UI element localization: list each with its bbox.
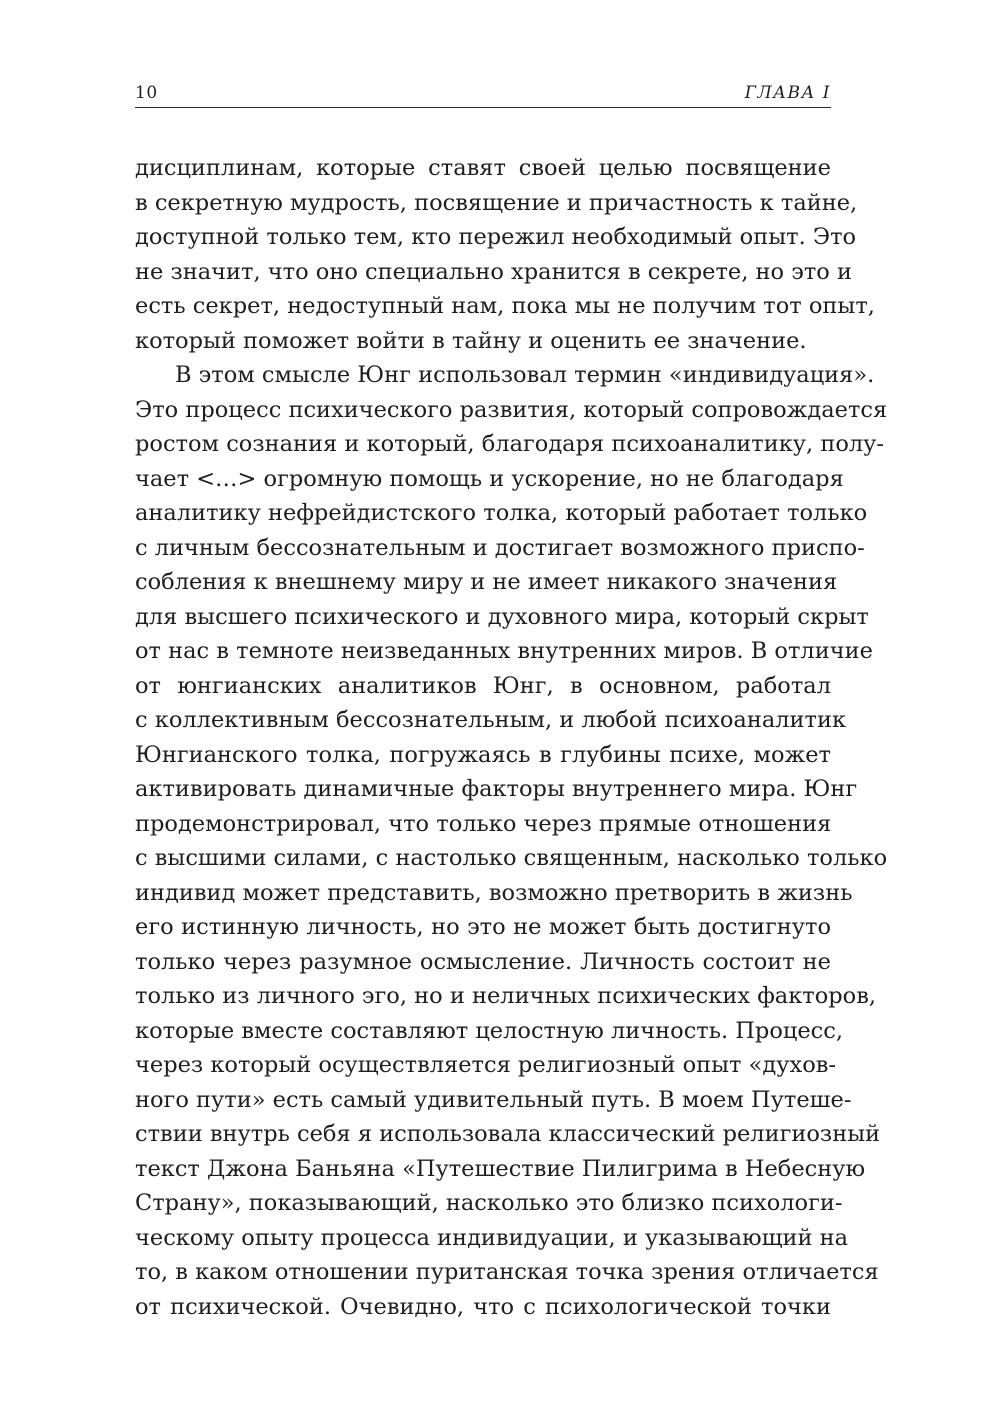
text-line: то, в каком отношении пуританская точка зрения отличается — [135, 1259, 879, 1285]
text-line: его истинную личность, но это не может быть достигнуто — [135, 914, 831, 940]
text-line: ческому опыту процесса индивидуации, и указывающий на — [135, 1224, 849, 1251]
text-line: ростом сознания и который, благодаря психоаналитику, полу- — [135, 431, 885, 457]
body-text — [135, 151, 888, 1324]
text-line: с коллективным бессознательным, и любой психоаналитик — [135, 707, 847, 733]
text-line: только через разумное осмысление. Личность состоит не — [135, 948, 831, 975]
text-line: продемонстрировал, что только через прямые отношения — [135, 810, 832, 837]
text-line: текст Джона Баньяна «Путешествие Пилигрима в Небесную — [135, 1155, 866, 1182]
text-line: который поможет войти в тайну и оценить ее значение. — [135, 327, 807, 354]
text-line: Это процесс психического развития, который сопровождается — [135, 396, 888, 423]
text-line: аналитику нефрейдистского толка, который работает только — [135, 500, 868, 526]
text-line: с личным бессознательным и достигает возможного приспо- — [135, 534, 865, 561]
paragraph-first-line: В этом смысле Юнг использовал термин «индивидуация». — [175, 362, 875, 388]
text-line: от психической. Очевидно, что с психологической точки — [135, 1293, 831, 1320]
text-line: в секретную мудрость, посвящение и причастность к тайне, — [135, 189, 858, 216]
text-line: есть секрет, недоступный нам, пока мы не получим тот опыт, — [135, 293, 875, 319]
text-line: через который осуществляется религиозный опыт «духов- — [135, 1052, 837, 1078]
text-line: индивид может представить, возможно претворить в жизнь — [135, 879, 853, 906]
text-line: с высшими силами, с настолько священным, насколько только — [135, 845, 888, 871]
page-number: 10 — [135, 83, 158, 103]
text-line: собления к внешнему миру и не имеет никакого значения — [135, 569, 838, 595]
text-line: для высшего психического и духовного мира, который скрыт — [135, 603, 869, 630]
text-line: не значит, что оно специально хранится в секрете, но это и — [135, 258, 852, 285]
running-header — [135, 79, 831, 108]
text-line: от юнгианских аналитиков Юнг, в основном, работал — [135, 672, 831, 699]
text-line: которые вместе составляют целостную личность. Процесс, — [135, 1017, 844, 1044]
text-line: активировать динамичные факторы внутреннего мира. Юнг — [135, 776, 858, 802]
text-line: от нас в темноте неизведанных внутренних миров. В отличие — [135, 638, 873, 664]
text-line: Страну», показывающий, насколько это близко психологи- — [135, 1190, 843, 1216]
text-line: ствии внутрь себя я использовала классический религиозный — [135, 1121, 881, 1147]
text-line: только из личного эго, но и неличных психических факторов, — [135, 983, 877, 1009]
chapter-running-head: ГЛАВА I — [744, 83, 831, 103]
text-line: Юнгианского толка, погружаясь в глубины психе, может — [135, 741, 831, 768]
text-line: дисциплинам, которые ставят своей целью посвящение — [135, 155, 831, 181]
text-line: чает <…> огромную помощь и ускорение, но не благодаря — [135, 465, 844, 492]
text-line: доступной только тем, кто пережил необходимый опыт. Это — [135, 224, 857, 250]
text-line: ного пути» есть самый удивительный путь. В моем Путеше- — [135, 1086, 852, 1113]
